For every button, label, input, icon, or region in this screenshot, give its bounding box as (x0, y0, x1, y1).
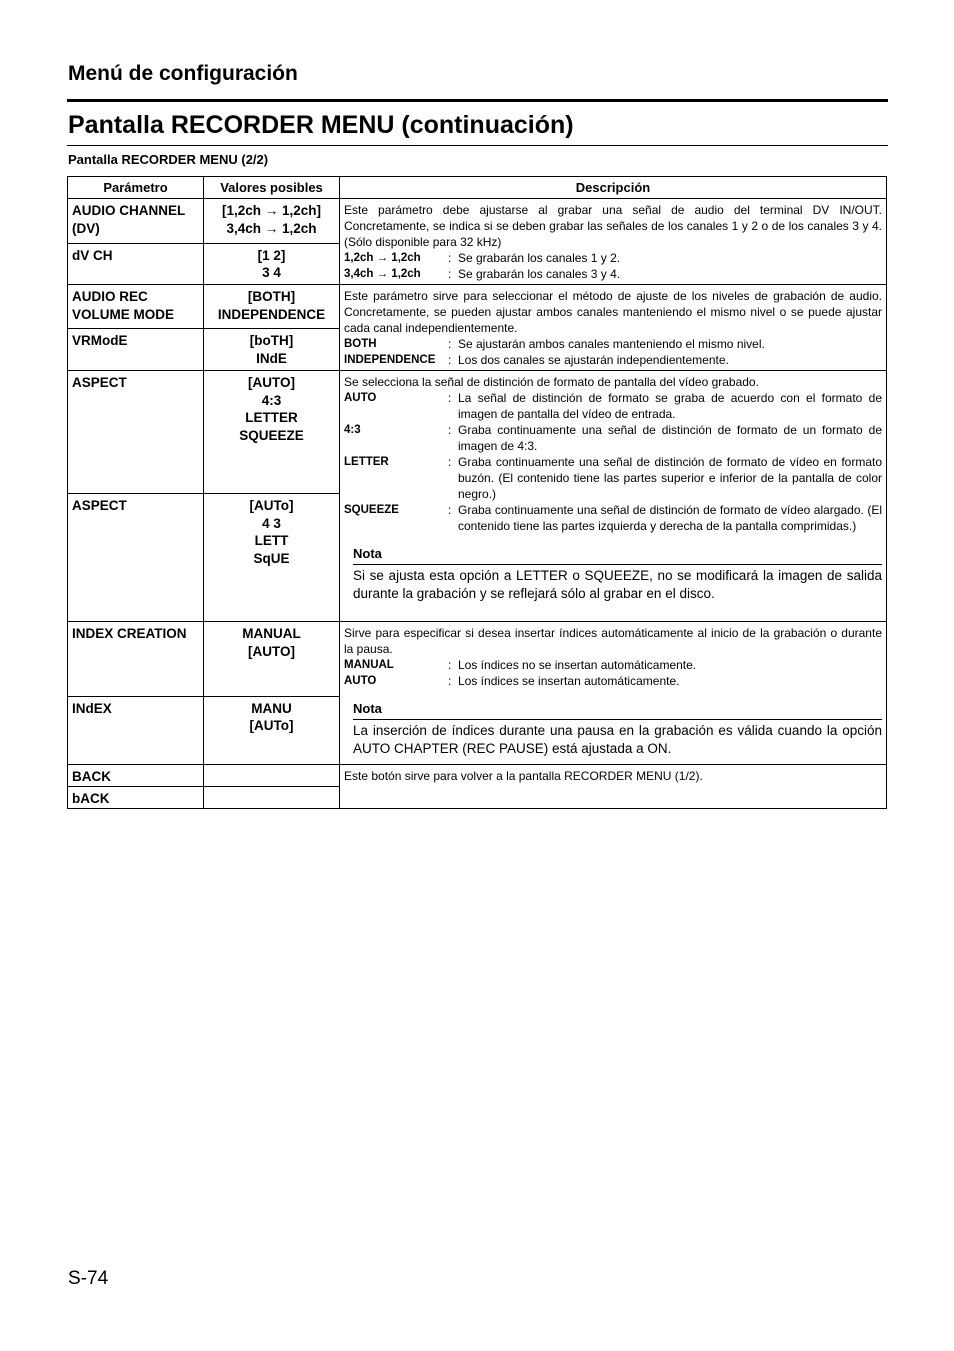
table-row (68, 285, 887, 329)
option-item: BOTH : Se ajustarán ambos canales manteniendo el mismo nivel. (344, 336, 882, 352)
value-line: 4:3 (261, 392, 282, 408)
param-display-name: ASPECT (68, 494, 204, 622)
param-display-values (204, 329, 340, 371)
param-description (340, 622, 887, 765)
note-box (353, 701, 882, 758)
value-line: [1,2ch → 1,2ch] (221, 203, 322, 218)
param-description (340, 199, 887, 285)
note-title: Nota (353, 546, 882, 565)
table-row (68, 371, 887, 494)
option-text: Graba continuamente una señal de distinción de formato de vídeo en formato buzón. (El contenido tiene las partes superior e inferior de la pantalla de color negro.) (458, 455, 882, 501)
description-text: Este botón sirve para volver a la pantalla RECORDER MENU (1/2). (344, 769, 703, 783)
option-text: Los dos canales se ajustarán independientemente. (458, 353, 729, 367)
value-line: INDEPENDENCE (217, 306, 326, 322)
value-line: [AUTO] (248, 643, 295, 659)
table-header-row (68, 177, 887, 199)
option-key: SQUEEZE (344, 504, 399, 516)
option-text: Se ajustarán ambos canales manteniendo el mismo nivel. (458, 337, 765, 351)
option-text: Graba continuamente una señal de distinción de formato de un formato de imagen de 4:3. (458, 423, 882, 453)
option-text: La señal de distinción de formato se graba de acuerdo con el formato de imagen de pantalla del vídeo de entrada. (458, 391, 882, 421)
option-key: 3,4ch → 1,2ch (344, 268, 421, 280)
param-name: BACK (68, 765, 204, 787)
value-line: 4 3 (262, 515, 281, 531)
value-line: SqUE (253, 550, 290, 566)
recorder-menu-table (67, 176, 887, 809)
title-rule (67, 145, 888, 146)
value-line: [1 2] (257, 247, 286, 263)
param-values (204, 285, 340, 329)
value-line: 3 4 (262, 265, 281, 281)
option-item: AUTO : Los índices se insertan automáticamente. (344, 673, 882, 689)
option-item: 3,4ch → 1,2ch : Se grabarán los canales 3 y 4. (344, 266, 882, 282)
value-line: LETT (254, 533, 289, 548)
value-line: INdE (256, 350, 287, 366)
note-text: Si se ajusta esta opción a LETTER o SQUEEZE, no se modificará la imagen de salida durante la grabación y se reflejará sólo al grabar en el disco. (353, 568, 882, 601)
value-line: MANU (251, 700, 292, 716)
value-line: MANUAL (242, 626, 301, 641)
option-key: INDEPENDENCE (344, 354, 436, 366)
value-line: 3,4ch → 1,2ch (226, 220, 317, 236)
param-values (204, 371, 340, 494)
table-caption: Pantalla RECORDER MENU (2/2) (68, 152, 269, 167)
param-values (204, 199, 340, 244)
note-title: Nota (353, 701, 882, 720)
value-line: [AUTo] (249, 718, 294, 734)
header-description: Descripción (340, 177, 887, 199)
description-text: Sirve para especificar si desea insertar índices automáticamente al inicio de la grabación o durante la pausa. (344, 626, 882, 656)
table-row (68, 622, 887, 697)
option-key: LETTER (344, 456, 389, 468)
value-line: [boTH] (249, 333, 294, 349)
option-key: 4:3 (344, 424, 361, 436)
param-description (340, 765, 887, 809)
header-parameter: Parámetro (68, 177, 204, 199)
param-description (340, 371, 887, 622)
option-text: Se grabarán los canales 3 y 4. (458, 267, 621, 281)
option-text: Los índices se insertan automáticamente. (458, 674, 680, 688)
param-display-values (204, 787, 340, 809)
section-title: Menú de configuración (68, 62, 298, 85)
value-line: SQUEEZE (239, 427, 304, 443)
option-text: Los índices no se insertan automáticamente. (458, 658, 697, 672)
description-text: Este parámetro sirve para seleccionar el método de ajuste de los niveles de grabación de audio. Concretamente, se pueden ajustar ambos canales manteniendo el mismo nivel o se puede ajustar cada canal independientemente. (344, 289, 882, 335)
page-number: S-74 (68, 1268, 109, 1289)
page-title: Pantalla RECORDER MENU (continuación) (68, 111, 574, 139)
table-row (68, 765, 887, 787)
param-display-name: INdEX (68, 696, 204, 764)
value-line: [AUTO] (248, 375, 295, 390)
option-item: INDEPENDENCE : Los dos canales se ajustarán independientemente. (344, 352, 882, 368)
header-values: Valores posibles (204, 177, 340, 199)
option-text: Se grabarán los canales 1 y 2. (458, 251, 621, 265)
note-box (353, 546, 882, 603)
param-name: AUDIO REC VOLUME MODE (68, 285, 204, 329)
param-display-name: dV CH (68, 243, 204, 284)
option-key: AUTO (344, 392, 377, 404)
option-key: 1,2ch → 1,2ch (344, 252, 421, 264)
header-rule (67, 99, 888, 102)
table-row (68, 199, 887, 244)
value-line: [AUTo] (249, 498, 294, 513)
param-display-values (204, 696, 340, 764)
option-text: Graba continuamente una señal de distinción de formato de vídeo alargado. (El contenido tiene las partes izquierda y derecha de la pantalla comprimidas.) (458, 503, 882, 533)
option-key: MANUAL (344, 659, 394, 671)
param-display-values (204, 494, 340, 622)
option-item: MANUAL : Los índices no se insertan automáticamente. (344, 657, 882, 673)
value-line: LETTER (245, 410, 298, 425)
param-display-name: VRModE (68, 329, 204, 371)
option-item: LETTER : Graba continuamente una señal de distinción de formato de vídeo en formato buzón. (El contenido tiene las partes superior e inferior de la pantalla de color negro.) (344, 455, 882, 501)
param-display-values (204, 243, 340, 284)
value-line: [BOTH] (247, 289, 296, 304)
option-item: 1,2ch → 1,2ch : Se grabarán los canales 1 y 2. (344, 250, 882, 266)
option-key: BOTH (344, 338, 377, 350)
param-name: INDEX CREATION (68, 622, 204, 697)
description-text: Se selecciona la señal de distinción de formato de pantalla del vídeo grabado. (344, 375, 759, 389)
option-item: 4:3 : Graba continuamente una señal de distinción de formato de un formato de imagen de 4:3. (344, 423, 882, 453)
description-text: Este parámetro debe ajustarse al grabar una señal de audio del terminal DV IN/OUT. Concretamente, se indica si se deben grabar las señales de los canales 1 y 2 o de los canales 3 y 4. (Sólo disponible para 32 kHz) (344, 203, 882, 249)
param-description (340, 285, 887, 371)
param-values (204, 622, 340, 697)
param-display-name: bACK (68, 787, 204, 809)
note-text: La inserción de índices durante una pausa en la grabación es válida cuando la opción AUTO CHAPTER (REC PAUSE) está ajustada a ON. (353, 723, 882, 756)
param-name: AUDIO CHANNEL (DV) (68, 199, 204, 244)
param-values (204, 765, 340, 787)
param-name: ASPECT (68, 371, 204, 494)
option-item: SQUEEZE : Graba continuamente una señal de distinción de formato de vídeo alargado. (El contenido tiene las partes izquierda y derecha de la pantalla comprimidas.) (344, 503, 882, 533)
option-item: AUTO : La señal de distinción de formato se graba de acuerdo con el formato de imagen de pantalla del vídeo de entrada. (344, 391, 882, 421)
option-key: AUTO (344, 675, 377, 687)
